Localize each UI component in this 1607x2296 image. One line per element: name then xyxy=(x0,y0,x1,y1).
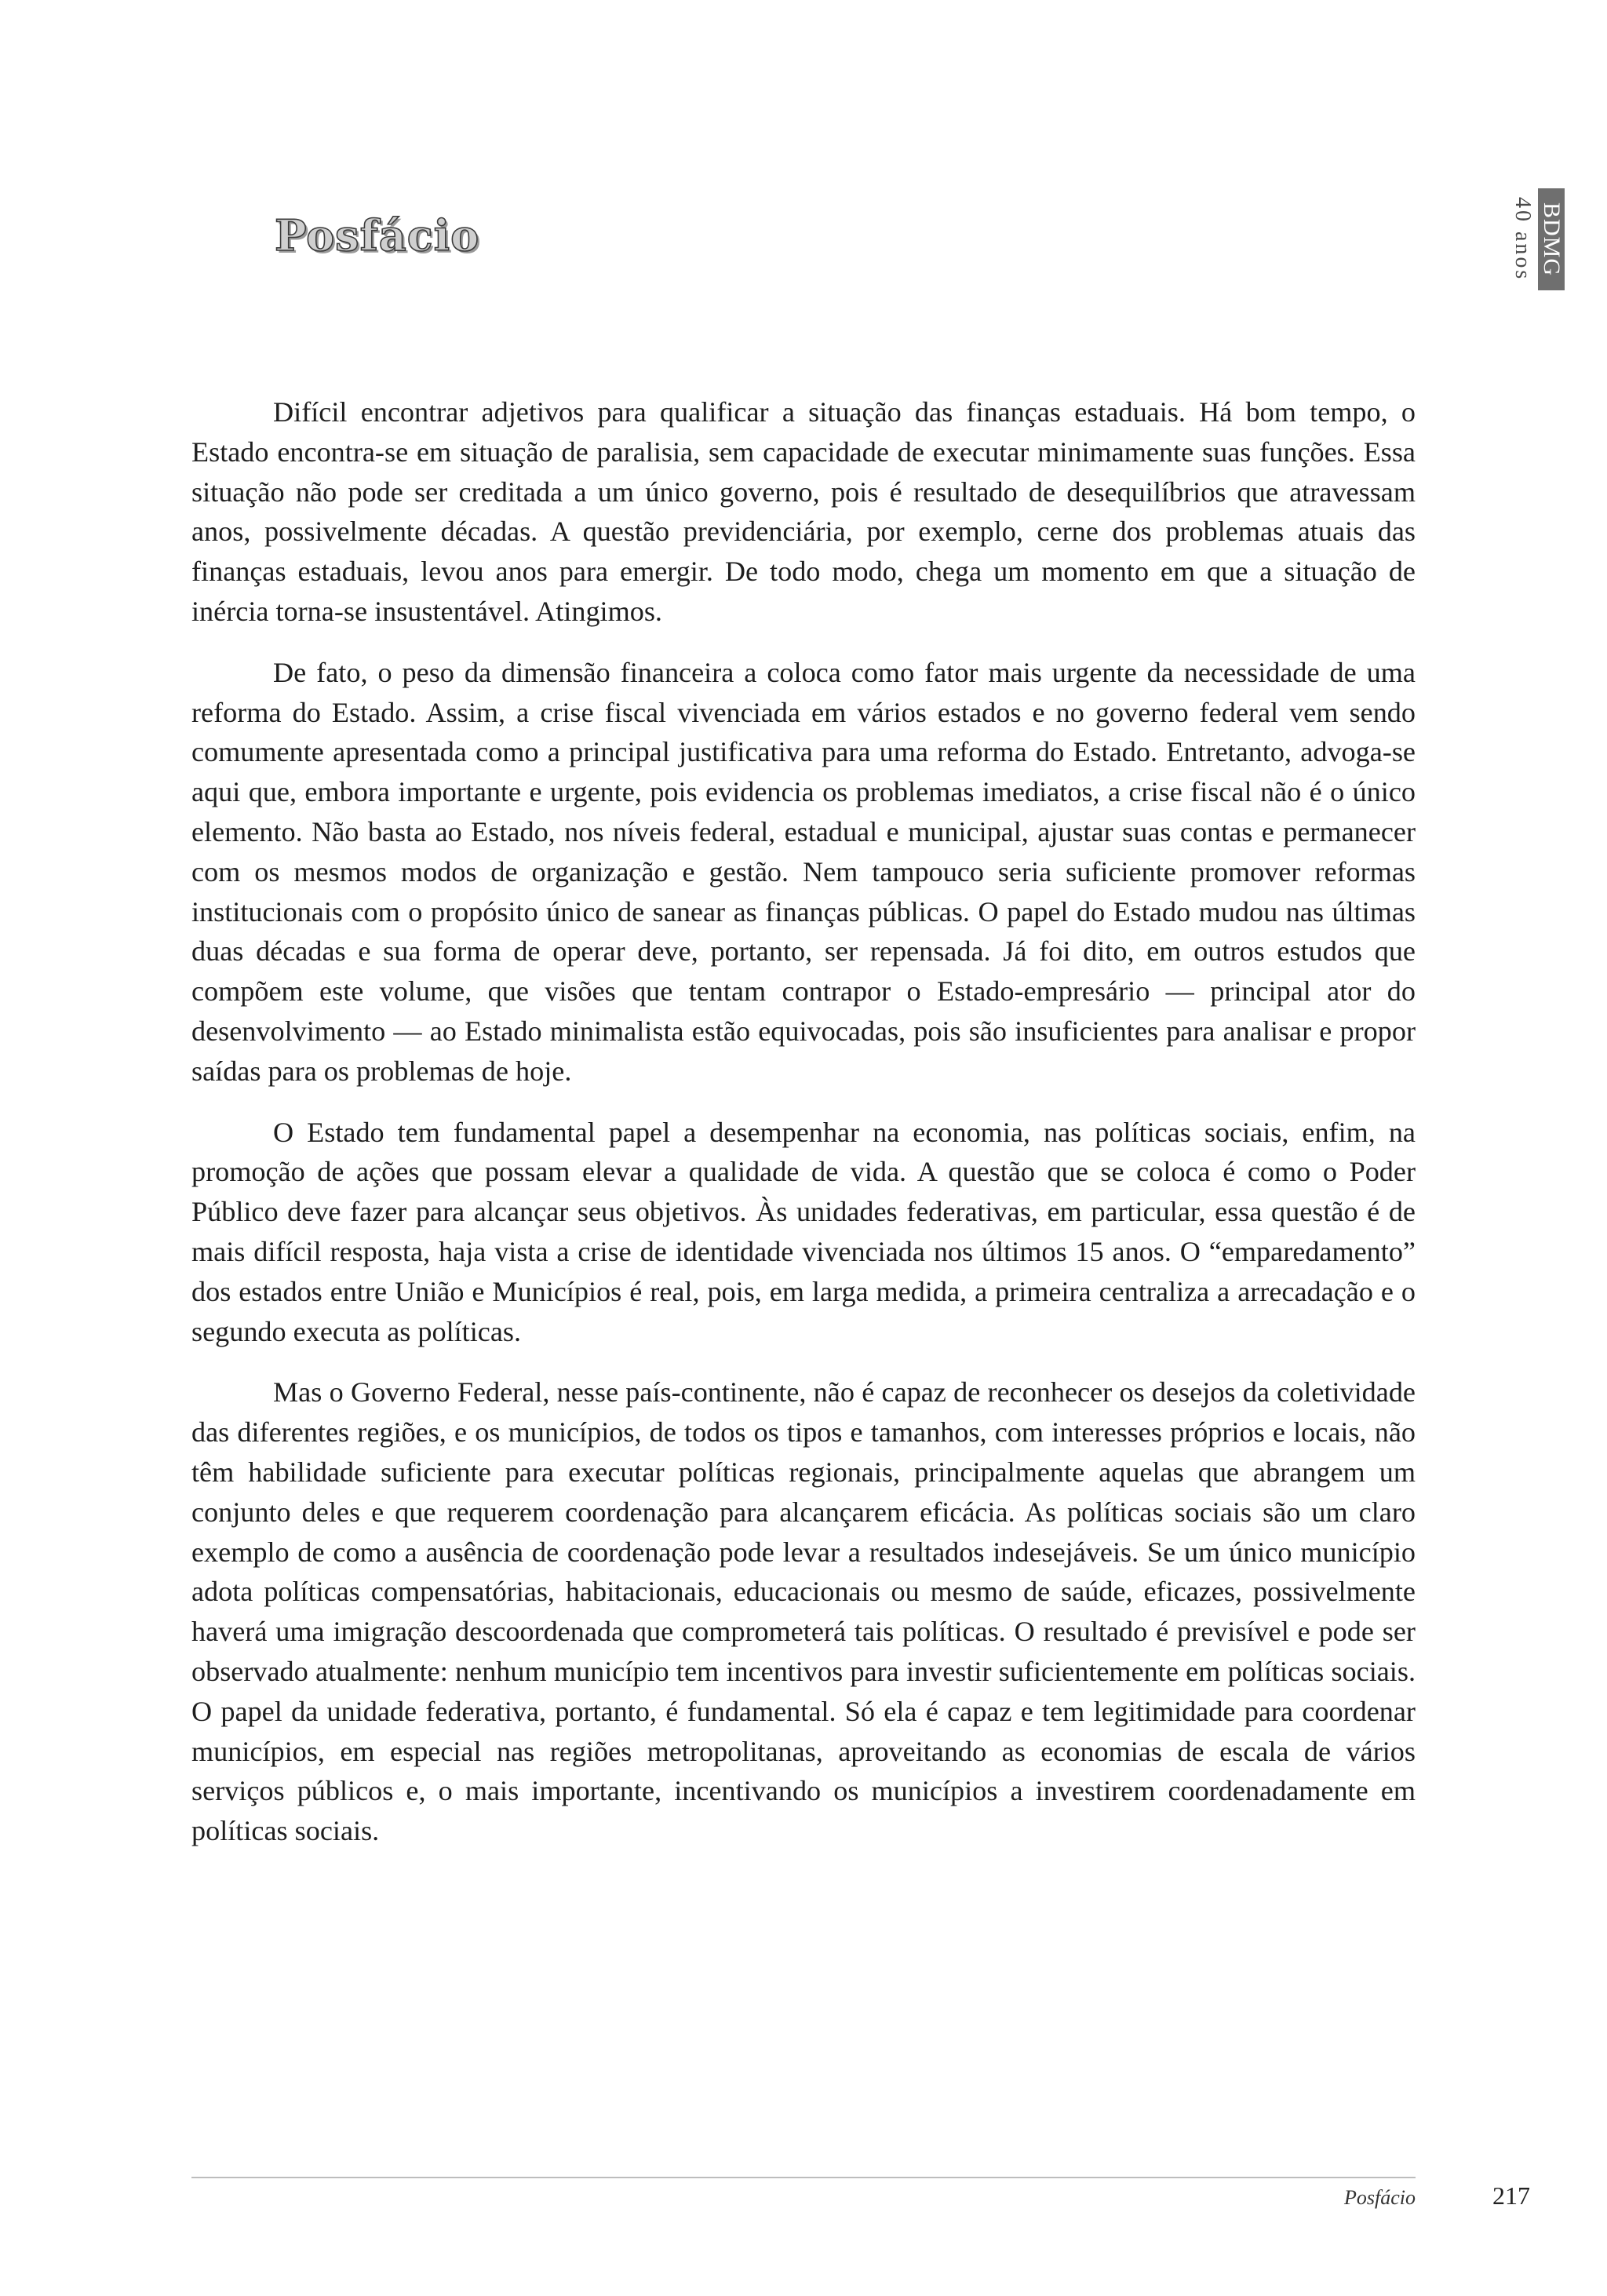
paragraph: O Estado tem fundamental papel a desempenhar na economia, nas políticas sociais, enfim, na promoção de ações que possam elevar a qualidade de vida. A questão que se coloca é como o Poder Público deve fazer para alcançar seus objetivos. Às unidades federativas, em particular, essa questão é de mais difícil resposta, haja vista a crise de identidade vivenciada nos últimos 15 anos. O “emparedamento” dos estados entre União e Municípios é real, pois, em larga medida, a primeira centraliza a arrecadação e o segundo executa as políticas. xyxy=(191,1116,1416,1347)
paragraph: Difícil encontrar adjetivos para qualificar a situação das finanças estaduais. Há bom tempo, o Estado encontra-se em situação de paralisia, sem capacidade de executar minimamente suas funções. Essa situação não pode ser creditada a um único governo, pois é resultado de desequilíbrios que atravessam anos, possivelmente décadas. A questão previdenciária, por exemplo, cerne dos problemas atuais das finanças estaduais, levou anos para emergir. De todo modo, chega um momento em que a situação de inércia torna-se insustentável. Atingimos. xyxy=(191,396,1416,627)
side-tab xyxy=(1508,188,1565,290)
side-tab-brand: BDMG xyxy=(1538,188,1565,290)
page-number: 217 xyxy=(1492,2181,1530,2210)
body-text xyxy=(191,392,1416,1872)
footer-divider xyxy=(191,2177,1416,2178)
page-title: Posfácio xyxy=(275,210,480,261)
paragraph: Mas o Governo Federal, nesse país-continente, não é capaz de reconhecer os desejos da coletividade das diferentes regiões, e os municípios, de todos os tipos e tamanhos, com interesses próprios e locais, não têm habilidade suficiente para executar políticas regionais, principalmente aquelas que abrangem um conjunto deles e que requerem coordenação para alcançarem eficácia. As políticas sociais são um claro exemplo de como a ausência de coordenação pode levar a resultados indesejáveis. Se um único município adota políticas compensatórias, habitacionais, educacionais ou mesmo de saúde, eficazes, possivelmente haverá uma imigração descoordenada que comprometerá tais políticas. O resultado é previsível e pode ser observado atualmente: nenhum município tem incentivos para investir suficientemente em políticas sociais. O papel da unidade federativa, portanto, é fundamental. Só ela é capaz e tem legitimidade para coordenar municípios, em especial nas regiões metropolitanas, aproveitando as economias de escala de vários serviços públicos e, o mais importante, incentivando os municípios a investirem coordenadamente em políticas sociais. xyxy=(191,1376,1416,1847)
paragraph: De fato, o peso da dimensão financeira a coloca como fator mais urgente da necessidade de uma reforma do Estado. Assim, a crise fiscal vivenciada em vários estados e no governo federal vem sendo comumente apresentada como a principal justificativa para uma reforma do Estado. Entretanto, advoga-se aqui que, embora importante e urgente, pois evidencia os problemas imediatos, a crise fiscal não é o único elemento. Não basta ao Estado, nos níveis federal, estadual e municipal, ajustar suas contas e permanecer com os mesmos modos de organização e gestão. Nem tampouco seria suficiente promover reformas institucionais com o propósito único de sanear as finanças públicas. O papel do Estado mudou nas últimas duas décadas e sua forma de operar deve, portanto, ser repensada. Já foi dito, em outros estudos que compõem este volume, que visões que tentam contrapor o Estado-empresário — principal ator do desenvolvimento — ao Estado minimalista estão equivocadas, pois são insuficientes para analisar e propor saídas para os problemas de hoje. xyxy=(191,656,1416,1087)
side-tab-years: 40 anos xyxy=(1510,197,1535,282)
footer-section-title: Posfácio xyxy=(1344,2186,1416,2209)
